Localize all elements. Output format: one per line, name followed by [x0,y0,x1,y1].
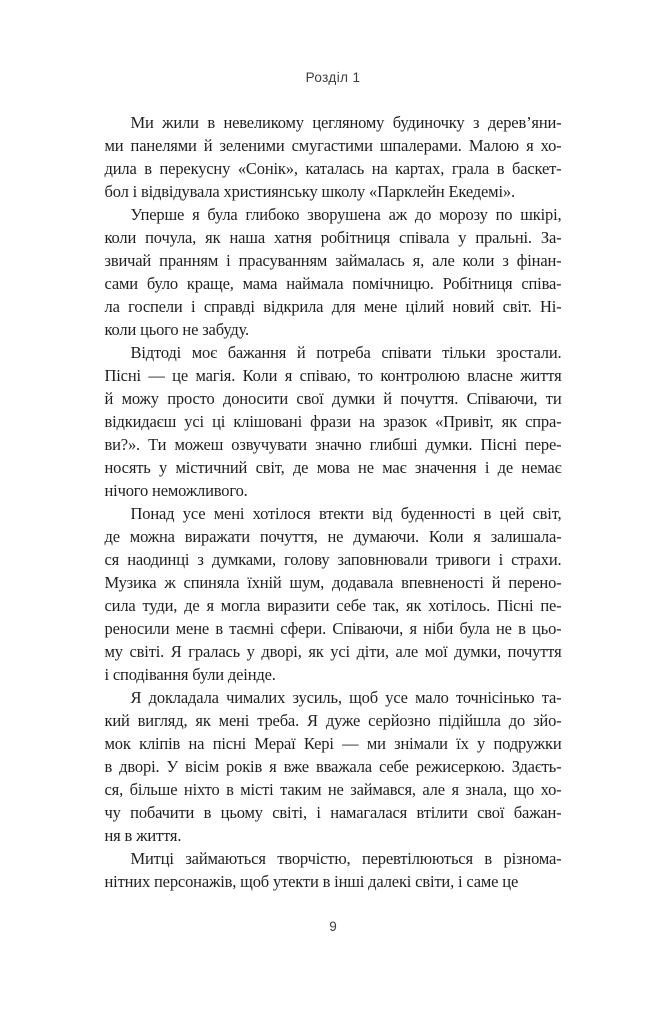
paragraph [105,847,562,893]
text-line: ня в життя. [104,826,182,845]
paragraph [105,341,562,502]
text-line: й можу просто доносити свої думки й почуття. Співаючи, ти [104,389,562,408]
page-number: 9 [329,919,337,934]
text-line: ся наодинці з думками, голову заповнювали тривоги і страхи. [104,550,562,569]
text-line: чу побачити в цьому світі, і намагалася втілити свої бажан- [104,803,562,822]
paragraph [105,502,562,686]
text-line: відкидаєш усі ці клішовані фрази на зразок «Привіт, як спра- [104,412,562,431]
text-line: му світі. Я гралась у дворі, як усі діти, але мої думки, почуття [104,642,562,661]
text-line: Уперше я була глибоко зворушена аж до морозу по шкірі, [130,205,562,224]
chapter-heading: Розділ 1 [305,70,361,85]
text-line: звичай пранням і прасуванням займалась я, але коли з фінан- [104,251,562,270]
body-text [105,111,562,893]
text-line: ся, більше ніхто в місті таким не займався, але я знала, що хо- [104,780,562,799]
text-line: коли цього не забуду. [104,320,249,339]
text-line: Пісні — це магія. Коли я співаю, то контролюю власне життя [104,366,562,385]
text-line: реносили мене в таємні сфери. Співаючи, я ніби була не в цьо- [104,619,562,638]
text-line: ла госпели і справді відкрила для мене цілий новий світ. Ні- [104,297,562,316]
text-line: і сподівання були деінде. [104,665,276,684]
text-line: Митці займаються творчістю, перевтілюються в різнома- [130,849,562,868]
text-line: бол і відвідувала християнську школу «Парклейн Екедемі». [104,182,515,201]
text-line: ви?». Ти можеш озвучувати значно глибші думки. Пісні пере- [104,435,562,454]
text-line: сила туди, де я могла виразити себе так, як хотілось. Пісні пе- [104,596,562,615]
text-line: дила в перекусну «Сонік», каталась на картах, грала в баскет- [104,159,562,178]
text-line: носять у містичний світ, де мова не має значення і де немає [104,458,562,477]
text-line: кий вигляд, як мені треба. Я дуже серйозно підійшла до зйо- [104,711,562,730]
text-line: Ми жили в невеликому цегляному будиночку з дерев’яни- [130,113,562,132]
text-line: сами було краще, мама наймала помічницю. Робітниця співа- [104,274,562,293]
text-line: нічого неможливого. [104,481,248,500]
text-line: Я докладала чималих зусиль, щоб усе мало точнісінько та- [130,688,562,707]
paragraph [105,203,562,341]
text-line: мок кліпів на пісні Мераї Кері — ми знімали їх у подружки [104,734,562,753]
text-line: ми панелями й зеленими смугастими шпалерами. Малою я хо- [104,136,562,155]
text-line: нітних персонажів, щоб утекти в інші далекі світи, і саме це [104,872,519,891]
paragraph [105,111,562,203]
text-line: в дворі. У вісім років я вже вважала себе режисеркою. Здаєть- [104,757,562,776]
paragraph [105,686,562,847]
text-line: Музика ж спиняла їхній шум, додавала впевненості й перено- [104,573,562,592]
text-line: коли почула, як наша хатня робітниця співала у пральні. За- [104,228,562,247]
text-line: Понад усе мені хотілося втекти від буденності в цей світ, [130,504,562,523]
text-line: де можна виражати почуття, не думаючи. Коли я залишала- [104,527,562,546]
text-line: Відтоді моє бажання й потреба співати тільки зростали. [130,343,562,362]
